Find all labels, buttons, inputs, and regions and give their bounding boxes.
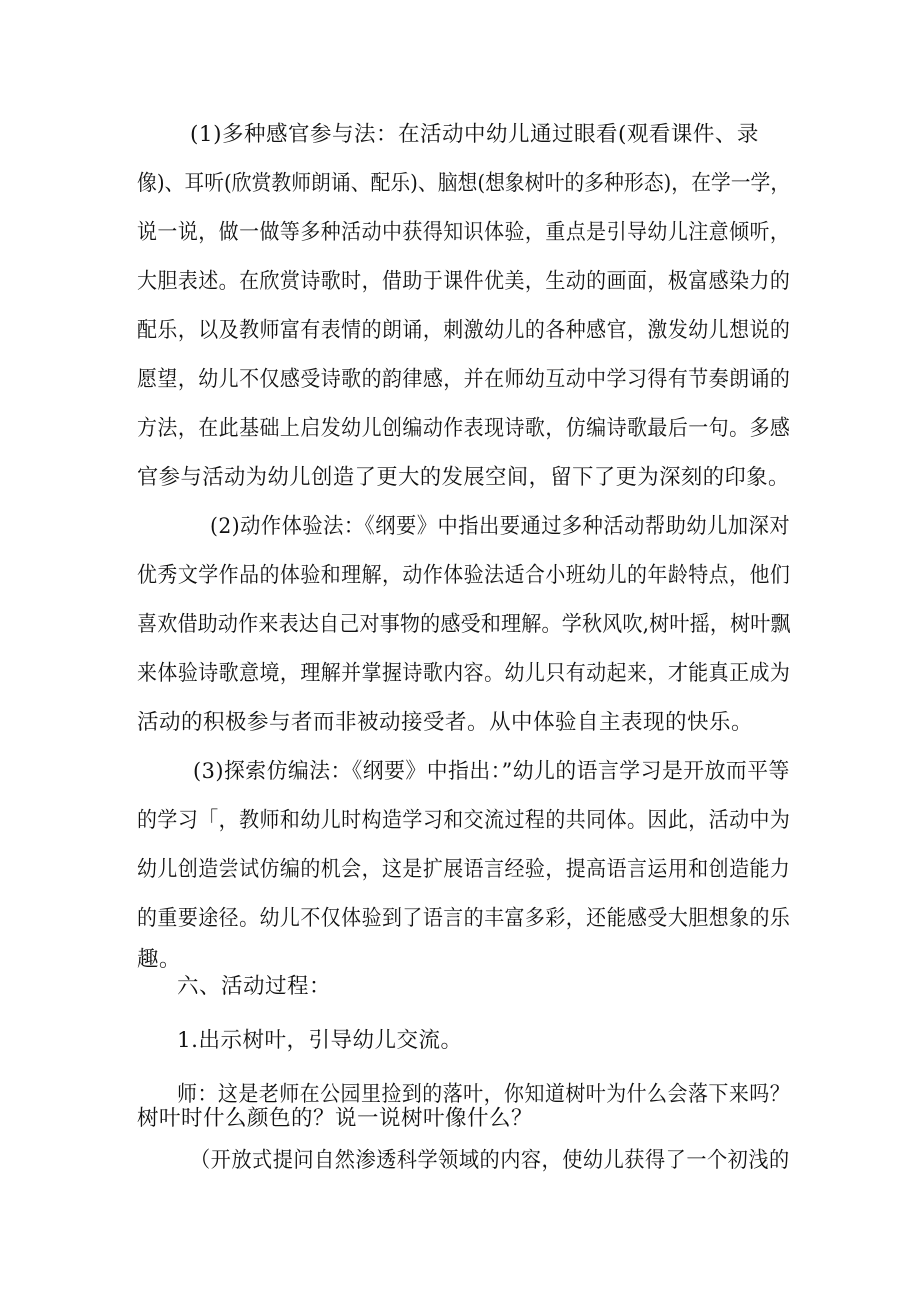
paragraph-2-line-5: 活动的积极参与者而非被动接受者。从中体验自主表现的快乐。: [137, 710, 754, 735]
paragraph-1-line-4: 大胆表述。在欣赏诗歌时，借助于课件优美，生动的画面，极富感染力的: [137, 269, 791, 294]
commentary-line-1: （开放式提问自然渗透科学领域的内容，使幼儿获得了一个初浅的: [190, 1148, 790, 1173]
paragraph-3-line-3: 幼儿创造尝试仿编的机会，这是扩展语言经验，提高语言运用和创造能力: [137, 857, 791, 882]
step-1-heading: 1.出示树叶，引导幼儿交流。: [177, 1028, 463, 1053]
paragraph-3-line-2: 的学习「，教师和幼儿时构造学习和交流过程的共同体。因此，活动中为: [137, 808, 791, 833]
paragraph-2-line-3: 喜欢借助动作来表达自己对事物的感受和理解。学秋风吹,树叶摇，树叶飘: [137, 612, 791, 637]
paragraph-3-line-5: 趣。: [137, 947, 182, 972]
paragraph-1-line-3: 说一说，做一做等多种活动中获得知识体验，重点是引导幼儿注意倾听，: [137, 220, 791, 245]
paragraph-2-line-4: 来体验诗歌意境，理解并掌握诗歌内容。幼儿只有动起来，才能真正成为: [137, 661, 791, 686]
paragraph-1-line-5: 配乐，以及教师富有表情的朗诵，刺激幼儿的各种感官，激发幼儿想说的: [137, 318, 791, 343]
teacher-dialogue-line-2: 树叶时什么颜色的？说一说树叶像什么？: [137, 1106, 534, 1131]
paragraph-1-line-6: 愿望，幼儿不仅感受诗歌的韵律感，并在师幼互动中学习得有节奏朗诵的: [137, 367, 791, 392]
paragraph-3-line-1: (3)探索仿编法：《纲要》中指出：”幼儿的语言学习是开放而平等: [193, 759, 790, 784]
paragraph-1-line-1: (1)多种感官参与法：在活动中幼儿通过眼看(观看课件、录: [190, 122, 759, 147]
paragraph-2-line-1: (2)动作体验法：《纲要》中指出要通过多种活动帮助幼儿加深对: [210, 514, 791, 539]
paragraph-1-line-2: 像)、耳听(欣赏教师朗诵、配乐)、脑想(想象树叶的多种形态)，在学一学，: [137, 171, 791, 196]
paragraph-1-line-8: 官参与活动为幼儿创造了更大的发展空间，留下了更为深刻的印象。: [137, 465, 790, 490]
section-heading: 六、活动过程：: [177, 974, 332, 999]
paragraph-1-line-7: 方法，在此基础上启发幼儿创编动作表现诗歌，仿编诗歌最后一句。多感: [137, 416, 791, 441]
paragraph-3-line-4: 的重要途径。幼儿不仅体验到了语言的丰富多彩，还能感受大胆想象的乐: [137, 906, 791, 931]
paragraph-2-line-2: 优秀文学作品的体验和理解，动作体验法适合小班幼儿的年龄特点，他们: [137, 563, 791, 588]
teacher-dialogue-line-1: 师：这是老师在公园里捡到的落叶，你知道树叶为什么会落下来吗？: [177, 1082, 791, 1107]
